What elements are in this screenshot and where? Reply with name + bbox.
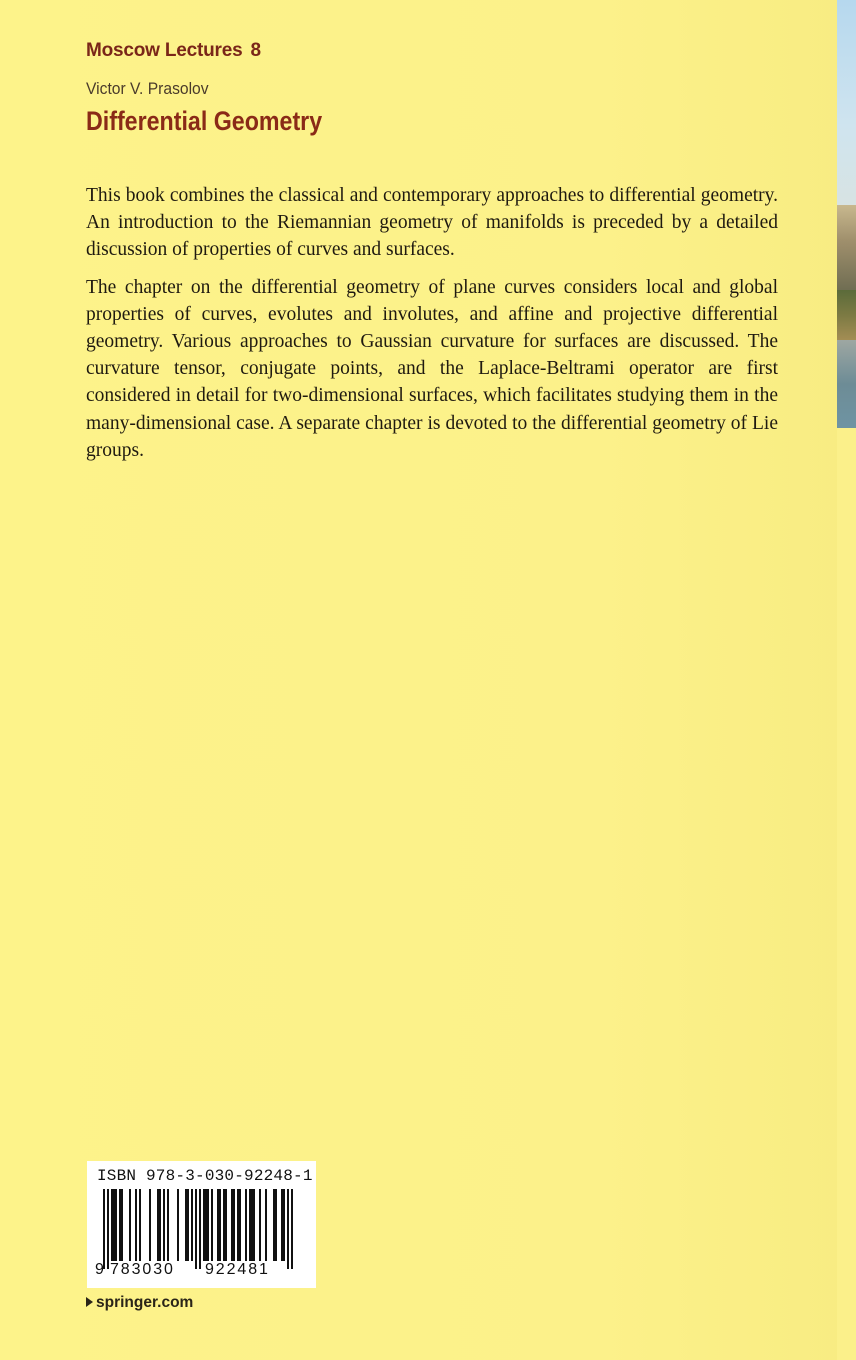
barcode-bar (163, 1189, 165, 1261)
barcode-bar (259, 1189, 261, 1261)
barcode-digits-right: 922481 (205, 1261, 270, 1278)
barcode-bar (167, 1189, 169, 1261)
barcode-bar (211, 1189, 213, 1261)
arrow-icon (86, 1297, 93, 1307)
barcode-bar (159, 1189, 161, 1261)
blurb-paragraph-2: The chapter on the differential geometry of plane curves considers local and global properties of curves, evolutes and involutes, and affine and projective differential geometry. Various approaches to Gaussian curvature for surfaces are discussed. The curvature tensor, conjugate points, and the Laplace-Beltrami operator are first considered in detail for two-dimensional surfaces, which facilitates studying them in the many-dimensional case. A separate chapter is devoted to the differential geometry of Lie groups. (86, 276, 778, 461)
barcode-digit-first: 9 (95, 1261, 104, 1278)
book-title: Differential Geometry (86, 106, 323, 136)
barcode-bar (191, 1189, 193, 1261)
website-link[interactable] (86, 1294, 193, 1312)
barcode-bar (287, 1189, 289, 1269)
website-label: springer.com (96, 1294, 194, 1311)
barcode-bar (195, 1189, 197, 1269)
barcode-bar (119, 1189, 121, 1261)
barcode-bar (115, 1189, 117, 1261)
barcode-bar (135, 1189, 137, 1261)
barcode-bar (207, 1189, 209, 1261)
barcode-bar (187, 1189, 189, 1261)
barcode-bar (283, 1189, 285, 1261)
author-name: Victor V. Prasolov (86, 79, 209, 98)
cover-photo-edge (837, 0, 856, 428)
photo-sky (837, 0, 856, 210)
barcode-bar (111, 1189, 113, 1261)
barcode-bar (107, 1189, 109, 1269)
barcode-bar (139, 1189, 141, 1261)
barcode-bar (199, 1189, 201, 1269)
barcode-bar (113, 1189, 115, 1261)
barcode-bar (103, 1189, 105, 1269)
series-label (86, 40, 261, 62)
barcode-bar (253, 1189, 255, 1261)
barcode-bar (251, 1189, 253, 1261)
series-name: Moscow Lectures (86, 40, 243, 61)
blurb-text (86, 182, 778, 474)
barcode-bar (223, 1189, 225, 1261)
series-number: 8 (250, 40, 261, 61)
isbn-label: ISBN 978-3-030-92248-1 (97, 1167, 313, 1185)
barcode-bar (239, 1189, 241, 1261)
barcode-bar (231, 1189, 233, 1261)
photo-street (837, 340, 856, 428)
barcode-bar (177, 1189, 179, 1261)
photo-trees (837, 290, 856, 340)
barcode-bar (275, 1189, 277, 1261)
barcode-digits-left: 783030 (110, 1261, 175, 1278)
barcode-bar (157, 1189, 159, 1261)
barcode-bar (265, 1189, 267, 1261)
barcode-bar (237, 1189, 239, 1261)
barcode-bar (185, 1189, 187, 1261)
photo-buildings (837, 205, 856, 295)
barcode-bar (203, 1189, 205, 1261)
barcode-bar (205, 1189, 207, 1261)
barcode-bar (233, 1189, 235, 1261)
spine-edge (837, 428, 856, 1360)
barcode-bar (245, 1189, 247, 1261)
barcode-bar (281, 1189, 283, 1261)
isbn-barcode (87, 1161, 316, 1288)
blurb-paragraph-1: This book combines the classical and contemporary approaches to differential geometry. An introduction to the Riemannian geometry of manifolds is preceded by a detailed discussion of properties of curves and surfaces. (86, 185, 778, 261)
barcode-bar (149, 1189, 151, 1261)
barcode-digits (87, 1261, 316, 1283)
barcode-bar (121, 1189, 123, 1261)
barcode-bar (219, 1189, 221, 1261)
barcode-bar (291, 1189, 293, 1269)
barcode-bar (217, 1189, 219, 1261)
barcode-bar (225, 1189, 227, 1261)
barcode-bar (129, 1189, 131, 1261)
barcode-bar (249, 1189, 251, 1261)
barcode-bar (273, 1189, 275, 1261)
